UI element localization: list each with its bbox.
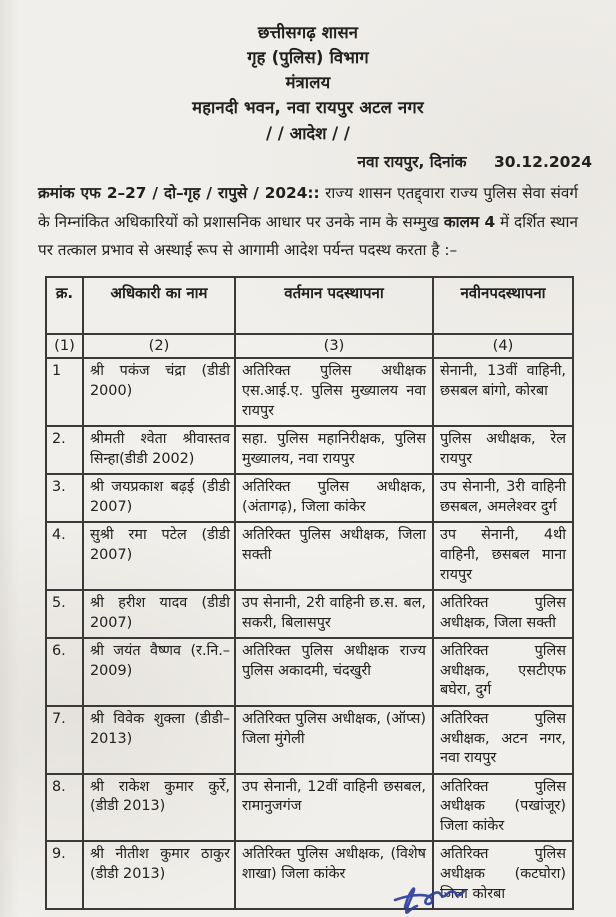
officer-name: श्री जयप्रकाश बढ़ई (डीडी 2007) [83,474,235,522]
row-serial: 1 [46,358,83,426]
current-posting: अतिरिक्त पुलिस अधीक्षक राज्य पुलिस अकादमी, चंदखुरी [235,638,433,706]
header-new-posting: नवीनपदस्थापना [433,277,573,334]
new-posting: अतिरिक्त पुलिस अधीक्षक (पखांजूर) जिला कांकेर [433,774,573,842]
order-title: / / आदेश / / [266,124,350,143]
officer-name: श्री जयंत वैष्णव (र.नि.–2009) [83,638,235,706]
officer-name: श्री नीतीश कुमार ठाकुर (डीडी 2013) [83,841,235,909]
column-number-3: (3) [235,334,433,359]
officer-name: श्री पकंज चंद्रा (डीडी 2000) [83,358,235,426]
row-serial: 8. [46,774,83,842]
new-posting: उप सेनानी, 4थी वाहिनी, छसबल माना रायपुर [433,522,573,590]
table-row [46,426,573,474]
row-serial: 9. [46,841,83,909]
new-posting: अतिरिक्त पुलिस अधीक्षक, अटन नगर, नवा रायपुर [433,706,573,774]
row-serial: 2. [46,426,83,474]
table-row [46,841,573,909]
table-row [46,522,573,590]
current-posting: उप सेनानी, 2री वाहिनी छ.स. बल, सकरी, बिलासपुर [235,590,433,638]
table-row [46,590,573,638]
handwritten-signature [390,878,482,916]
place-date-label: नवा रायपुर, दिनांक [357,153,467,171]
column-number-1: (1) [46,334,83,359]
new-posting: सेनानी, 13वीं वाहिनी, छसबल बांगो, कोरबा [433,358,573,426]
letterhead [0,0,616,120]
current-posting: अतिरिक्त पुलिस अधीक्षक, (ऑप्स) जिला मुंगेली [235,706,433,774]
table-row [46,474,573,522]
row-serial: 3. [46,474,83,522]
table-row [46,706,573,774]
reference-number: क्रमांक एफ 2–27 / दो–गृह / रापुसे / 2024:: [38,184,320,202]
officer-name: सुश्री रमा पटेल (डीडी 2007) [83,522,235,590]
column-number-2: (2) [83,334,235,359]
row-serial: 6. [46,638,83,706]
new-posting: अतिरिक्त पुलिस अधीक्षक, एसटीएफ बघेरा, दुर्ग [433,638,573,706]
table-header-row [46,277,573,334]
new-posting: उप सेनानी, 3री वाहिनी छसबल, अमलेश्वर दुर्ग [433,474,573,522]
header-officer-name: अधिकारी का नाम [83,277,235,334]
table-row [46,638,573,706]
current-posting: अतिरिक्त पुलिस अधीक्षक, जिला सक्ती [235,522,433,590]
new-posting: पुलिस अधीक्षक, रेल रायपुर [433,426,573,474]
officer-table-body [46,358,573,909]
paragraph-text-2: में दर्शित स्थान पर तत्काल प्रभाव से अस्थाई रूप से आगामी आदेश पर्यन्त पदस्थ करता है :– [38,212,578,259]
current-posting: अतिरिक्त पुलिस अधीक्षक, (विशेष शाखा) जिला कांकेर [235,841,433,909]
address-line: महानदी भवन, नवा रायपुर अटल नगर [192,98,424,117]
column-reference: कालम 4 [443,212,496,231]
row-serial: 7. [46,706,83,774]
order-body-paragraph [38,179,578,265]
row-serial: 5. [46,590,83,638]
new-posting: अतिरिक्त पुलिस अधीक्षक (कटघोरा) जिला कोरबा [433,841,573,909]
column-number-row [46,334,573,359]
current-posting: सहा. पुलिस महानिरीक्षक, पुलिस मुख्यालय, नवा रायपुर [235,426,433,474]
transfer-order-table [45,276,574,911]
officer-name: श्री विवेक शुक्ला (डीडी–2013) [83,706,235,774]
new-posting: अतिरिक्त पुलिस अधीक्षक, जिला सक्ती [433,590,573,638]
order-date: 30.12.2024 [493,153,592,171]
paragraph-text-1: राज्य शासन एतद्द्वारा राज्य पुलिस सेवा संवर्ग के निम्नांकित अधिकारियों को प्रशासनिक आधार पर उनके नाम के सम्मुख [38,184,578,231]
column-number-4: (4) [433,334,573,359]
ministry-label: मंत्रालय [285,73,331,92]
table-row [46,358,573,426]
officer-name: श्री हरीश यादव (डीडी 2007) [83,590,235,638]
current-posting: उप सेनानी, 12वीं वाहिनी छसबल, रामानुजगंज [235,774,433,842]
officer-name: श्रीमती श्वेता श्रीवास्तव सिन्हा(डीडी 2002) [83,426,235,474]
current-posting: अतिरिक्त पुलिस अधीक्षक, (अंतागढ़), जिला कांकेर [235,474,433,522]
government-name: छत्तीसगढ़ शासन [257,23,359,42]
place-date-line [0,150,616,172]
row-serial: 4. [46,522,83,590]
header-current-posting: वर्तमान पदस्थापना [235,277,433,334]
header-serial: क्र. [46,277,83,334]
officer-name: श्री राकेश कुमार कुर्रे, (डीडी 2013) [83,774,235,842]
department-name: गृह (पुलिस) विभाग [247,48,369,67]
table-row [46,774,573,842]
current-posting: अतिरिक्त पुलिस अधीक्षक एस.आई.ए. पुलिस मुख्यालय नवा रायपुर [235,358,433,426]
